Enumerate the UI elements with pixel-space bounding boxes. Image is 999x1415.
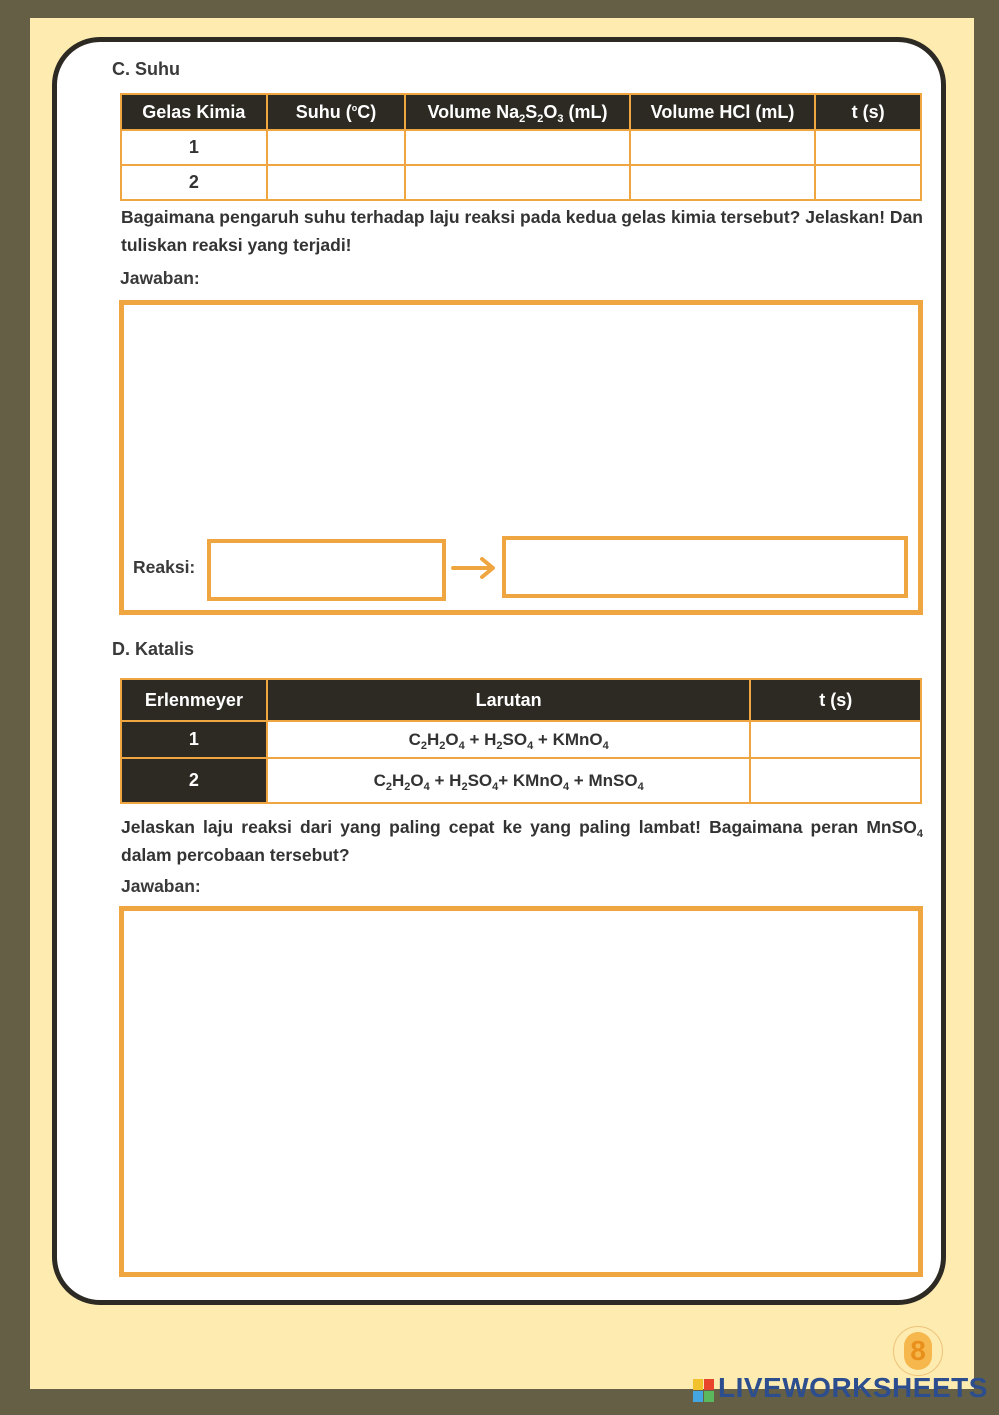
row-number: 1 <box>121 130 267 165</box>
time-cell[interactable] <box>815 165 921 200</box>
suhu-cell[interactable] <box>267 165 406 200</box>
time-cell[interactable] <box>750 758 921 803</box>
col-time: t (s) <box>750 679 921 721</box>
page-number-badge <box>893 1326 943 1376</box>
section-d-question: Jelaskan laju reaksi dari yang paling cepat ke yang paling lambat! Bagaimana peran MnSO$_4$ dalam percobaan tersebut? <box>121 817 923 865</box>
row-number: 1 <box>121 721 267 758</box>
table-row <box>121 758 921 803</box>
row-number: 2 <box>121 165 267 200</box>
section-d-answer-box[interactable] <box>119 906 923 1277</box>
solution-cell: $C_2H_2O_4 + H_2SO_4$ + KMnO$_4$ <box>267 721 751 758</box>
col-erlenmeyer: Erlenmeyer <box>121 679 267 721</box>
section-c-answer-label: Jawaban: <box>120 268 200 288</box>
catalyst-table <box>120 678 922 804</box>
col-time: t (s) <box>815 94 921 130</box>
liveworksheets-logo-icon <box>693 1379 715 1403</box>
arrow-right-icon <box>450 554 498 582</box>
table-row <box>121 130 921 165</box>
section-d-heading: D. Katalis <box>112 639 195 659</box>
col-suhu: Suhu ($^o$C) <box>267 94 406 130</box>
suhu-cell[interactable] <box>267 130 406 165</box>
section-c-question: Bagaimana pengaruh suhu terhadap laju reaksi pada kedua gelas kimia tersebut? Jelaskan! Dan tuliskan reaksi yang terjadi! <box>121 207 923 255</box>
time-cell[interactable] <box>815 130 921 165</box>
col-volume-hcl: Volume HCl (mL) <box>630 94 816 130</box>
row-number: 2 <box>121 758 267 803</box>
page-number: 8 <box>904 1332 932 1370</box>
liveworksheets-brand: LIVEWORKSHEETS <box>718 1372 988 1403</box>
table-row <box>121 721 921 758</box>
temperature-table <box>120 93 922 201</box>
table-row <box>121 165 921 200</box>
section-c-heading: C. Suhu <box>112 59 180 79</box>
col-gelas-kimia: Gelas Kimia <box>121 94 267 130</box>
reactant-input-box[interactable] <box>207 539 446 601</box>
volume-hcl-cell[interactable] <box>630 165 816 200</box>
volume-na2s2o3-cell[interactable] <box>405 165 629 200</box>
col-volume-na2s2o3: Volume $Na_2S_2O_3$ (mL) <box>405 94 629 130</box>
product-input-box[interactable] <box>502 536 908 598</box>
section-d-answer-label: Jawaban: <box>121 876 201 896</box>
reaction-label: Reaksi: <box>133 557 196 577</box>
volume-na2s2o3-cell[interactable] <box>405 130 629 165</box>
volume-hcl-cell[interactable] <box>630 130 816 165</box>
col-larutan: Larutan <box>267 679 751 721</box>
solution-cell: $C_2H_2O_4 + H_2SO_4+$ KMnO$_4$ + MnSO$_4$ <box>267 758 751 803</box>
time-cell[interactable] <box>750 721 921 758</box>
